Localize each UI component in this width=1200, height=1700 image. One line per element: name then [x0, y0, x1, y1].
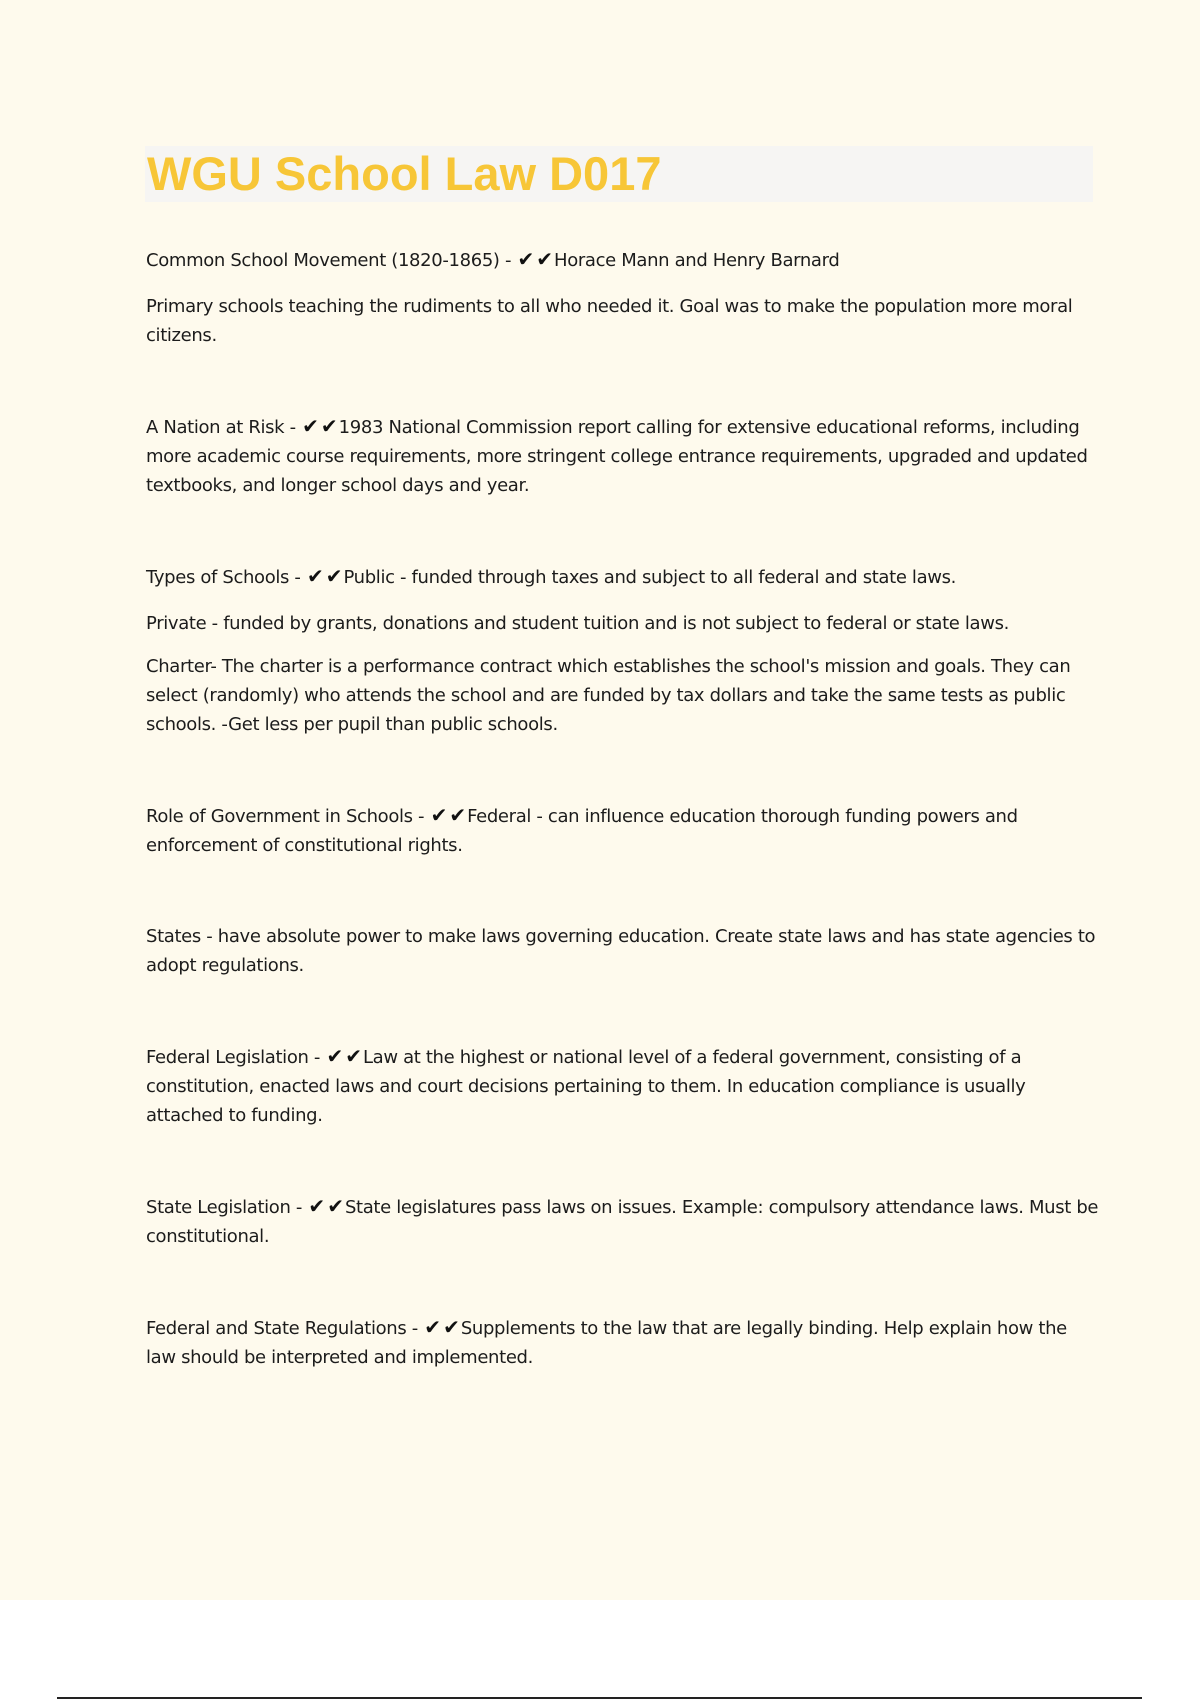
entry-definition: Federal - can influence education thorough funding powers and enforcement of constitutional rights.: [146, 806, 1018, 856]
entry-term: Federal and State Regulations -: [146, 1318, 424, 1339]
entry-state-legislation: [146, 1192, 1101, 1251]
check-icon: ✔: [345, 1044, 362, 1068]
check-icon: ✔: [430, 803, 448, 827]
entry-term: A Nation at Risk -: [146, 417, 302, 438]
entry-definition: Public - funded through taxes and subject to all federal and state laws.: [343, 567, 957, 588]
entry-term: Role of Government in Schools -: [146, 806, 430, 827]
check-icon: ✔: [306, 564, 324, 588]
page-divider: [57, 1697, 1142, 1699]
entry-paragraph: Primary schools teaching the rudiments to all who needed it. Goal was to make the population more moral citizens.: [146, 296, 1073, 346]
entry-line: [146, 562, 1101, 592]
entry-line: [146, 245, 1101, 275]
check-icon: ✔: [536, 247, 554, 271]
entry-definition: State legislatures pass laws on issues. Example: compulsory attendance laws. Must be constitutional.: [146, 1197, 1099, 1247]
check-icon: ✔: [424, 1315, 442, 1339]
entry-line: [146, 1192, 1101, 1251]
entry-paragraph: Private - funded by grants, donations and student tuition and is not subject to federal or state laws.: [146, 613, 1009, 634]
check-icon: ✔: [302, 414, 319, 438]
entry-line: [146, 1313, 1101, 1372]
document-title: WGU School Law D017: [147, 147, 662, 200]
entry-line: [146, 922, 1101, 980]
entry-term: State Legislation -: [146, 1197, 308, 1218]
entry-types-of-schools: [146, 562, 1101, 739]
check-icon: ✔: [449, 803, 467, 827]
entry-term: Federal Legislation -: [146, 1047, 326, 1068]
entry-term: Common School Movement (1820-1865) -: [146, 250, 517, 271]
entry-federal-legislation: [146, 1042, 1101, 1130]
check-icon: ✔: [308, 1194, 326, 1218]
entry-line: [146, 801, 1101, 860]
check-icon: ✔: [443, 1315, 460, 1339]
check-icon: ✔: [320, 414, 338, 438]
entry-federal-state-regulations: [146, 1313, 1101, 1372]
entry-definition: Law at the highest or national level of a federal government, consisting of a constitution, enacted laws and court decisions pertaining to them. In education compliance is usually attached to funding.: [146, 1047, 1026, 1126]
entry-paragraph: Charter- The charter is a performance contract which establishes the school's mission and goals. They can select (randomly) who attends the school and are funded by tax dollars and take the same tests as public schools. -Get less per pupil than public schools.: [146, 656, 1071, 735]
entry-term: Types of Schools -: [146, 567, 306, 588]
entry-definition: 1983 National Commission report calling for extensive educational reforms, including more academic course requirements, more stringent college entrance requirements, upgraded and updated textbooks, and longer school days and year.: [146, 417, 1088, 496]
entry-definition: Supplements to the law that are legally binding. Help explain how the law should be interpreted and implemented.: [146, 1318, 1067, 1368]
entry-line: [146, 1042, 1101, 1130]
document-body: [146, 245, 1101, 1434]
check-icon: ✔: [517, 247, 535, 271]
check-icon: ✔: [325, 564, 343, 588]
check-icon: ✔: [327, 1194, 344, 1218]
entry-role-of-government: [146, 801, 1101, 860]
entry-nation-at-risk: [146, 412, 1101, 500]
entry-line: [146, 412, 1101, 500]
entry-definition: Horace Mann and Henry Barnard: [554, 250, 840, 271]
entry-states: [146, 922, 1101, 980]
check-icon: ✔: [326, 1044, 344, 1068]
entry-definition: States - have absolute power to make laws governing education. Create state laws and has state agencies to adopt regulations.: [146, 926, 1096, 976]
entry-common-school-movement: [146, 245, 1101, 350]
